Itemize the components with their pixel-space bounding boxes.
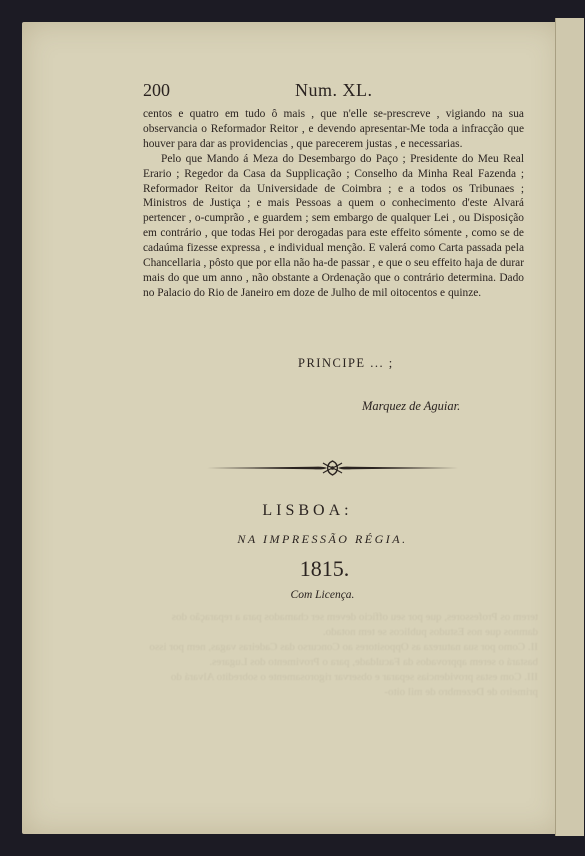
show-through-text: terem os Professores, que por seu officio devem ser chamados para a reparação dos damnos que nos Estudos publicos se tem notado. II. Como por sua natureza as Oppositores ao Concurso das Cadeiras vagas, nem por isso bastará o serem approvados da Faculdade, para o Provimento dos Lugares. III. Com estas providencias separar e observar rigorosamente o sobredito Alvará do primeiro de Dezembro de mil oito-	[149, 611, 538, 698]
imprint-city: LISBOA:	[262, 502, 353, 519]
imprint-license: Com Licença.	[290, 589, 355, 601]
imprint-year: 1815.	[299, 556, 350, 581]
running-head: Num. XL.	[295, 80, 373, 100]
page-number: 200	[143, 80, 170, 100]
ornamental-rule	[205, 457, 460, 479]
paragraph: centos e quatro em tudo ô mais , que n'elle se-prescreve , vigiando na sua observancia o Reformador Reitor , e devendo apresentar-Me toda a infracção que houver para dar as providencias , que parecerem justas , e necessarias.	[143, 108, 524, 150]
paragraph: Pelo que Mando á Meza do Desembargo do Paço ; Presidente do Meu Real Erario ; Regedor da Casa da Supplicação ; Conselho da Minha Real Fazenda ; Reformador Reitor da Universidade de Coimbra ; e a todos os Tribunaes ; Ministros de Justiça ; e mais Pessoas a quem o conhecimento d'este Alvará pertencer , o-cumprão , e guardem ; sem embargo de qualquer Lei , ou Disposição em contrário , que todas Hei por derogadas para este effeito sómente , como se de cadaúma fizesse expressa , e individual menção. E valerá como Carta passada pela Chancellaria , pôsto que por ella não ha-de passar , e que o seu effeito haja de durar mais do que um anno , não obstante a Ordenação que o contrário determina. Dado no Palacio do Rio de Janeiro em doze de Julho de mil oitocentos e quinze.	[143, 152, 524, 299]
adjacent-page-edge	[555, 18, 584, 836]
minister-signature: Marquez de Aguiar.	[362, 399, 461, 413]
imprint-printer: NA IMPRESSÃO RÉGIA.	[237, 532, 408, 546]
page-header	[143, 80, 523, 106]
body-text	[143, 107, 524, 301]
royal-signature: PRINCIPE ... ;	[298, 356, 394, 370]
